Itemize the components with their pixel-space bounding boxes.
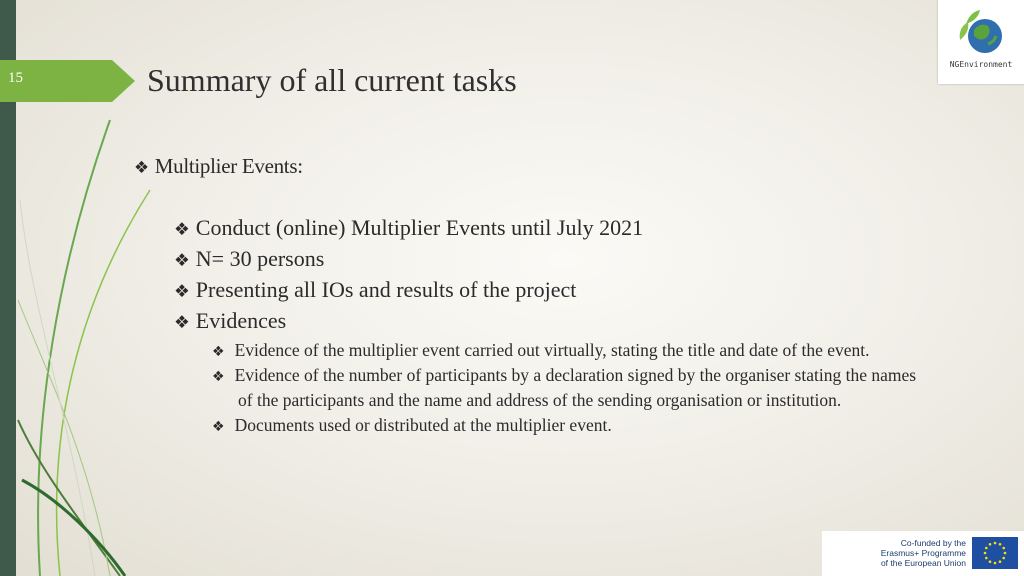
list-item bbox=[174, 215, 643, 241]
eu-flag-icon bbox=[972, 537, 1018, 569]
list-item bbox=[174, 277, 576, 303]
diamond-bullet-icon: ❖ bbox=[174, 251, 190, 271]
list-item-text: N= 30 persons bbox=[195, 246, 325, 271]
list-item bbox=[174, 246, 324, 272]
ngenvironment-logo bbox=[938, 0, 1024, 84]
diamond-bullet-icon: ❖ bbox=[212, 419, 225, 435]
sub-list-item-continuation: of the participants and the name and address of the sending organisation or institution. bbox=[238, 390, 842, 410]
erasmus-funding-logo bbox=[822, 531, 1024, 576]
list-item bbox=[174, 308, 286, 334]
sub-list-item-text: Evidence of the number of participants by a declaration signed by the organiser stating the names bbox=[234, 365, 917, 385]
diamond-bullet-icon: ❖ bbox=[174, 220, 190, 240]
sub-list-item bbox=[212, 415, 612, 436]
funding-line-2: Erasmus+ Programme bbox=[880, 548, 966, 558]
diamond-bullet-icon: ❖ bbox=[174, 282, 190, 302]
funding-line-1: Co-funded by the bbox=[900, 538, 966, 548]
list-item-text: Presenting all IOs and results of the project bbox=[195, 277, 577, 302]
funding-line-3: of the European Union bbox=[880, 558, 966, 568]
logo-text: NGEnvironment bbox=[949, 60, 1013, 69]
sub-list-item bbox=[212, 340, 870, 361]
slide-title: Summary of all current tasks bbox=[147, 62, 517, 98]
diamond-bullet-icon: ❖ bbox=[134, 157, 149, 177]
globe-leaf-icon bbox=[938, 0, 1024, 60]
section-heading bbox=[134, 154, 303, 179]
list-item-text: Conduct (online) Multiplier Events until July 2021 bbox=[195, 215, 644, 240]
slide-number: 15 bbox=[8, 70, 23, 86]
diamond-bullet-icon: ❖ bbox=[212, 369, 225, 385]
section-heading-text: Multiplier Events: bbox=[154, 154, 303, 178]
sub-list-item-text: Documents used or distributed at the multiplier event. bbox=[234, 415, 612, 435]
diamond-bullet-icon: ❖ bbox=[212, 344, 225, 360]
diamond-bullet-icon: ❖ bbox=[174, 313, 190, 333]
list-item-text: Evidences bbox=[195, 308, 287, 333]
sub-list-item bbox=[212, 365, 916, 386]
sub-list-item-text: Evidence of the multiplier event carried out virtually, stating the title and date of the event. bbox=[234, 340, 870, 360]
funding-text bbox=[874, 538, 966, 568]
